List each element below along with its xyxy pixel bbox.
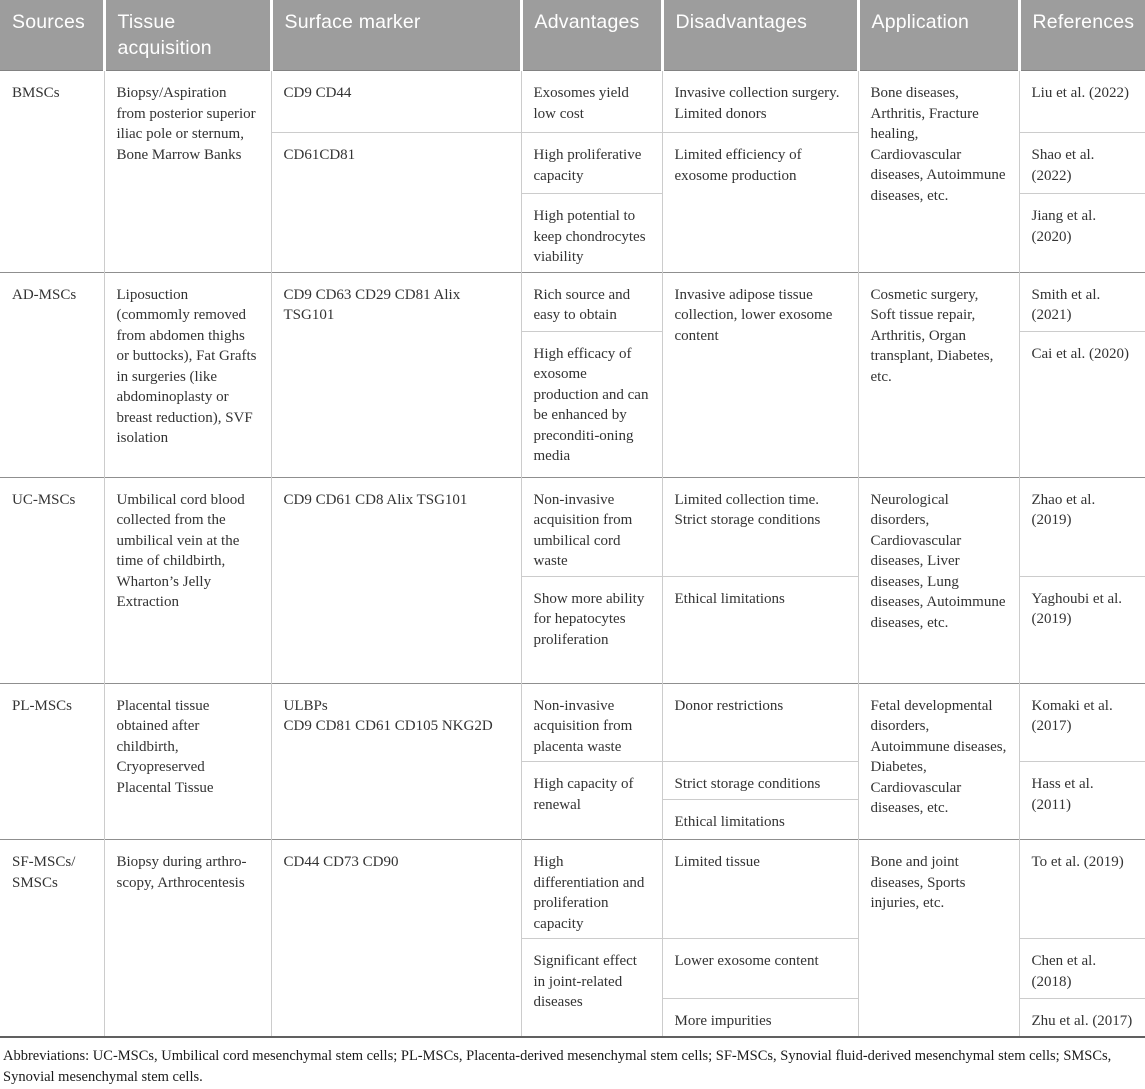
cell-surface-marker: CD9 CD61 CD8 Alix TSG101 xyxy=(271,477,521,683)
cell-reference: Chen et al. (2018) xyxy=(1019,939,1145,999)
cell-source: PL-MSCs xyxy=(0,683,104,840)
column-header-application: Application xyxy=(858,0,1019,71)
cell-disadvantage: Invasive collection surgery. Limited donors xyxy=(662,71,858,133)
table-row xyxy=(0,71,1145,133)
cell-disadvantage: Donor restrictions xyxy=(662,683,858,762)
column-header-references: References xyxy=(1019,0,1145,71)
cell-advantage: Non-invasive acquisition from placenta waste xyxy=(521,683,662,762)
cell-disadvantage: Limited efficiency of exosome production xyxy=(662,133,858,273)
cell-advantage: High proliferative capacity xyxy=(521,133,662,194)
cell-reference: Smith et al. (2021) xyxy=(1019,272,1145,331)
cell-application: Bone diseases, Arthritis, Fracture healing, Cardiovascular diseases, Autoimmune diseases, etc. xyxy=(858,71,1019,273)
cell-advantage: Significant effect in joint-related diseases xyxy=(521,939,662,1037)
cell-advantage: Rich source and easy to obtain xyxy=(521,272,662,331)
cell-disadvantage: Ethical limitations xyxy=(662,800,858,840)
header-row xyxy=(0,0,1145,71)
cell-disadvantage: More impurities xyxy=(662,999,858,1037)
cell-reference: Shao et al. (2022) xyxy=(1019,133,1145,194)
cell-reference: Liu et al. (2022) xyxy=(1019,71,1145,133)
cell-tissue-acquisition: Biopsy/Aspiration from posterior superior iliac pole or sternum, Bone Marrow Banks xyxy=(104,71,271,273)
cell-reference: To et al. (2019) xyxy=(1019,840,1145,939)
cell-reference: Zhao et al. (2019) xyxy=(1019,477,1145,576)
cell-surface-marker: CD44 CD73 CD90 xyxy=(271,840,521,1037)
table-row xyxy=(0,477,1145,576)
cell-reference: Jiang et al. (2020) xyxy=(1019,194,1145,273)
table-row xyxy=(0,683,1145,762)
cell-reference: Zhu et al. (2017) xyxy=(1019,999,1145,1037)
cell-reference: Hass et al. (2011) xyxy=(1019,762,1145,840)
cell-source: AD-MSCs xyxy=(0,272,104,477)
column-header-advantages: Advantages xyxy=(521,0,662,71)
cell-tissue-acquisition: Umbilical cord blood collected from the umbilical vein at the time of childbirth, Wharton’s Jelly Extraction xyxy=(104,477,271,683)
cell-disadvantage: Ethical limitations xyxy=(662,576,858,683)
table-row xyxy=(0,840,1145,939)
cell-tissue-acquisition: Placental tissue obtained after childbirth, Cryopreserved Placental Tissue xyxy=(104,683,271,840)
cell-advantage: Exosomes yield low cost xyxy=(521,71,662,133)
cell-source: UC-MSCs xyxy=(0,477,104,683)
cell-disadvantage: Limited tissue xyxy=(662,840,858,939)
cell-reference: Komaki et al. (2017) xyxy=(1019,683,1145,762)
column-header-sources: Sources xyxy=(0,0,104,71)
cell-disadvantage: Strict storage conditions xyxy=(662,762,858,800)
cell-disadvantage: Limited collection time. Strict storage conditions xyxy=(662,477,858,576)
cell-reference: Cai et al. (2020) xyxy=(1019,331,1145,477)
cell-advantage: High capacity of renewal xyxy=(521,762,662,840)
cell-tissue-acquisition: Liposuction (commomly removed from abdomen thighs or buttocks), Fat Grafts in surgeries (like abdominoplasty or breast reduction), SVF isolation xyxy=(104,272,271,477)
surface-marker-line: CD9 CD81 CD61 CD105 NKG2D xyxy=(283,718,493,734)
cell-advantage: High potential to keep chondrocytes viability xyxy=(521,194,662,273)
cell-surface-marker: CD9 CD63 CD29 CD81 Alix TSG101 xyxy=(271,272,521,477)
cell-surface-marker xyxy=(271,683,521,840)
cell-surface-marker: CD9 CD44 xyxy=(271,71,521,133)
cell-advantage: Show more ability for hepatocytes proliferation xyxy=(521,576,662,683)
column-header-disadvantages: Disadvantages xyxy=(662,0,858,71)
cell-source: BMSCs xyxy=(0,71,104,273)
surface-marker-line: ULBPs xyxy=(283,697,328,714)
table-row xyxy=(0,272,1145,331)
cell-application: Fetal developmental disorders, Autoimmune diseases, Diabetes, Cardiovascular diseases, etc. xyxy=(858,683,1019,840)
table-footnote: Abbreviations: UC-MSCs, Umbilical cord mesenchymal stem cells; PL-MSCs, Placenta-derived mesenchymal stem cells; SF-MSCs, Synovial fluid-derived mesenchymal stem cells; SMSCs, Synovial mesenchymal stem cells. xyxy=(3,1047,1112,1085)
column-header-surface-marker: Surface marker xyxy=(271,0,521,71)
cell-application: Cosmetic surgery, Soft tissue repair, Arthritis, Organ transplant, Diabetes, etc. xyxy=(858,272,1019,477)
cell-advantage: High differentiation and proliferation capacity xyxy=(521,840,662,939)
cell-application: Neurological disorders, Cardiovascular diseases, Liver diseases, Lung diseases, Autoimmune diseases, etc. xyxy=(858,477,1019,683)
column-header-tissue-acquisition: Tissue acquisition xyxy=(104,0,271,71)
cell-disadvantage: Lower exosome content xyxy=(662,939,858,999)
cell-advantage: High efficacy of exosome production and can be enhanced by preconditi-oning media xyxy=(521,331,662,477)
cell-advantage: Non-invasive acquisition from umbilical cord waste xyxy=(521,477,662,576)
cell-application: Bone and joint diseases, Sports injuries, etc. xyxy=(858,840,1019,1037)
cell-surface-marker: CD61CD81 xyxy=(271,133,521,273)
cell-source: SF-MSCs/ SMSCs xyxy=(0,840,104,1037)
cell-reference: Yaghoubi et al. (2019) xyxy=(1019,576,1145,683)
cell-disadvantage: Invasive adipose tissue collection, lower exosome content xyxy=(662,272,858,477)
cell-tissue-acquisition: Biopsy during arthro-scopy, Arthrocentesis xyxy=(104,840,271,1037)
